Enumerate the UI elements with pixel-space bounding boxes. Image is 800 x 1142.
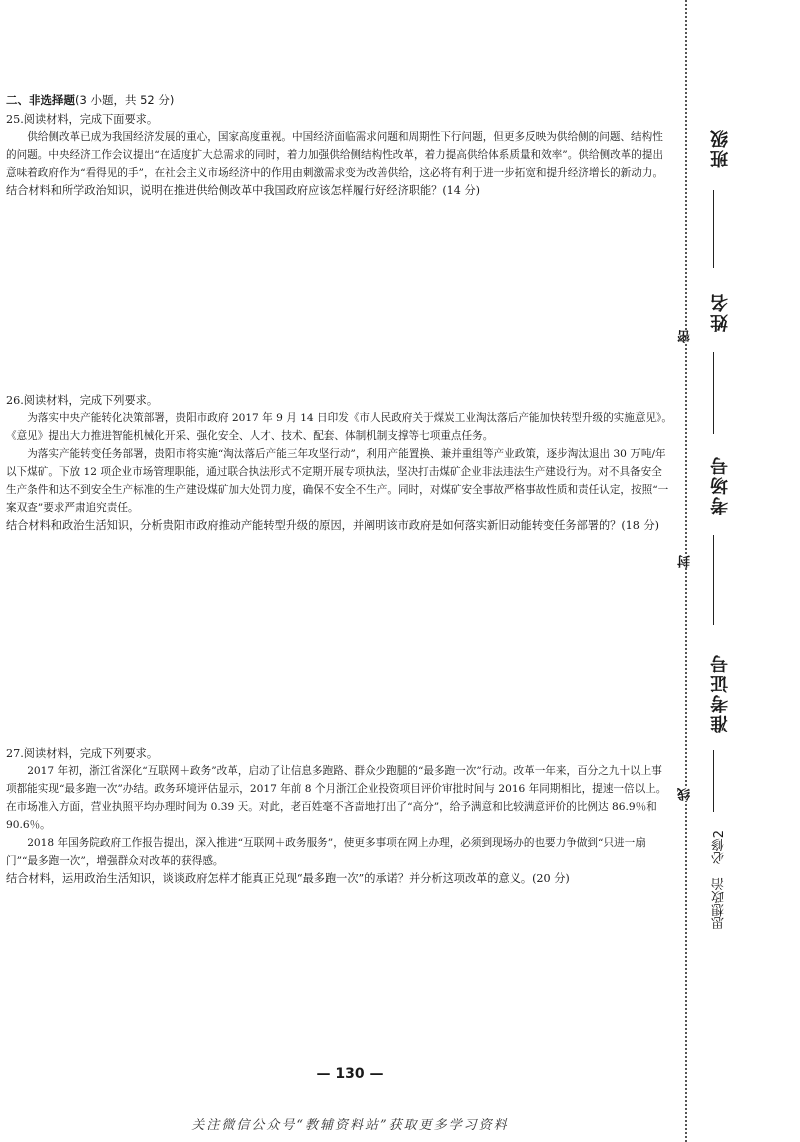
field-line-name: [713, 352, 714, 434]
material-paragraph: 2018 年国务院政府工作报告提出，深入推进“互联网＋政务服务”，使更多事项在网上办理，必须到现场办的也要力争做到“只进一扇门”“最多跑一次”，增强群众对改革的获得感。: [6, 837, 646, 867]
question-head: 25.阅读材料，完成下面要求。: [6, 113, 159, 126]
question-task: 结合材料和所学政治知识，说明在推进供给侧改革中我国政府应该怎样履行好经济职能？(14 分): [6, 184, 481, 197]
field-label-class: 班级: [710, 128, 731, 168]
binding-dotted-line: [685, 0, 687, 1142]
field-label-exam-room: 考场号: [710, 455, 731, 515]
material-paragraph: 为落实产能转变任务部署，贵阳市将实施“淘汰落后产能三年攻坚行动”，利用产能置换、兼并重组等产业政策，逐步淘汰退出 30 万吨/年以下煤矿。下放 12 项企业市场管理职能，通过联合执法形式不定期开展专项执法，坚决打击煤矿企业非法违法生产建设行为。对不具备安全生产条件和达不到安全生产标准的生产建设煤矿加大处罚力度，确保不安全不生产。同时，对煤矿安全事故严格事故性质和责任认定，按照“一案双查”要求严肃追究责任。: [6, 448, 669, 514]
question-task: 结合材料和政治生活知识，分析贵阳市政府推动产能转型升级的原因，并阐明该市政府是如何落实新旧动能转变任务部署的？(18 分): [6, 519, 660, 532]
field-label-ticket-number: 准考证号: [710, 653, 731, 733]
question-26: [6, 392, 672, 535]
section-title: [6, 92, 672, 109]
field-line-exam-room: [713, 535, 714, 625]
question-task: 结合材料，运用政治生活知识，谈谈政府怎样才能真正兑现“最多跑一次”的承诺？并分析这项改革的意义。(20 分): [6, 872, 570, 885]
field-line-ticket-number: [713, 750, 714, 812]
field-label-name: 姓名: [710, 292, 731, 332]
section-header: [6, 92, 672, 109]
seal-char-mi: 密: [676, 330, 696, 343]
material-paragraph: 供给侧改革已成为我国经济发展的重心，国家高度重视。中国经济面临需求问题和周期性下行问题，但更多反映为供给侧的问题、结构性的问题。中央经济工作会议提出“在适度扩大总需求的同时，着力加强供给侧结构性改革，着力提高供给体系质量和效率”。供给侧改革的提出意味着政府作为“看得见的手”，在社会主义市场经济中的作用由刺激需求变为改善供给，这必将有利于进一步拓宽和提升经济增长的新动力。: [6, 131, 664, 179]
question-27: [6, 745, 672, 888]
section-title-text: 二、非选择题: [6, 93, 75, 107]
material-paragraph: 2017 年初，浙江省深化“互联网＋政务”改革，启动了让信息多跑路、群众少跑腿的“最多跑一次”行动。改革一年来，百分之九十以上事项都能实现“最多跑一次”办结。政务环境评估显示，2017 年前 8 个月浙江企业投资项目评价审批时间与 2016 年同期相比，提速一倍以上。在市场准入方面，营业执照平均办理时间为 0.39 天。对此，老百姓毫不吝啬地打出了“高分”，给予满意和比较满意评价的比例达 86.9％和 90.6％。: [6, 765, 667, 831]
field-line-class: [713, 190, 714, 268]
question-25: [6, 111, 672, 200]
seal-char-feng: 封: [676, 555, 696, 568]
material-paragraph: 为落实中央产能转化决策部署，贵阳市政府 2017 年 9 月 14 日印发《市人民政府关于煤炭工业淘汰落后产能加快转型升级的实施意见》。《意见》提出大力推进智能机械化开采、强化安全、人才、技术、配套、体制机制支撑等七项重点任务。: [6, 412, 672, 442]
subject-label: 思想政治 必修2: [712, 830, 727, 930]
footer-note: 关注微信公众号“教辅资料站”获取更多学习资料: [191, 1118, 509, 1133]
question-head: 27.阅读材料，完成下列要求。: [6, 747, 159, 760]
question-head: 26.阅读材料，完成下列要求。: [6, 394, 159, 407]
section-subtitle: (3 小题，共 52 分): [75, 93, 175, 107]
page-number: — 130 —: [316, 1066, 384, 1082]
seal-char-xian: 线: [676, 788, 696, 801]
